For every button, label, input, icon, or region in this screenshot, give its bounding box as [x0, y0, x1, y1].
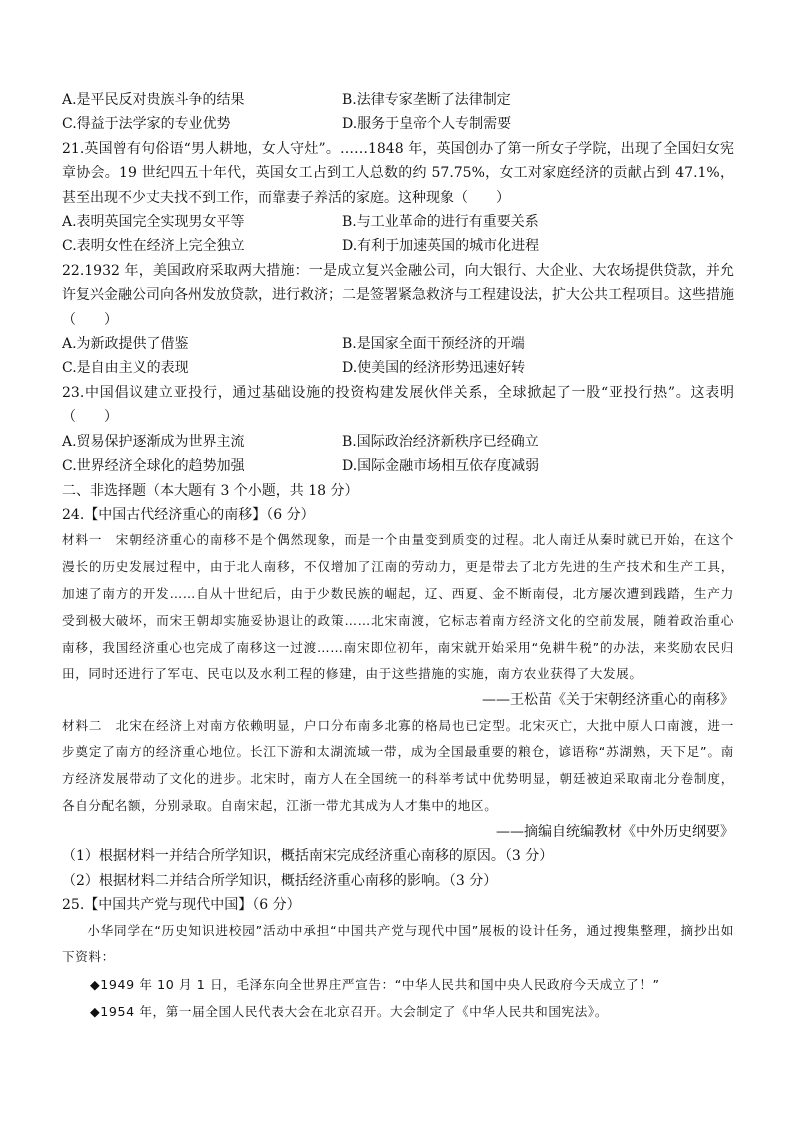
q22-stem: 22.1932 年，美国政府采取两大措施：一是成立复兴金融公司，向大银行、大企业、大农场提供贷款，并允许复兴金融公司向各州发放贷款，进行救济；二是签署紧急救济与工程建设法，扩大公共工程项目。这些措施（ ） — [62, 262, 734, 328]
q24-title: 24.【中国古代经济重心的南移】（6 分） — [62, 506, 315, 523]
q21-option-a[interactable]: A.表明英国完全实现男女平等 — [62, 214, 245, 231]
q22-option-c[interactable]: C.是自由主义的表现 — [62, 360, 189, 377]
q23-option-c[interactable]: C.世界经济全球化的趋势加强 — [62, 458, 245, 475]
q20-option-d[interactable]: D.服务于皇帝个人专制需要 — [342, 116, 512, 133]
q25-bullet-2: ◆1954 年，第一届全国人民代表大会在北京召开。大会制定了《中华人民共和国宪法》。 — [90, 1004, 609, 1020]
q24-material-2: 材料二 北宋在经济上对南方依赖明显，户口分布南多北寡的格局也已定型。北宋灭亡，大批中原人口南渡，进一步奠定了南方的经济重心地位。长江下游和太湖流域一带，成为全国最重要的粮仓，谚语称“苏湖熟，天下足”。南方经济发展带动了文化的进步。北宋时，南方人在全国统一的科举考试中优势明显，朝廷被迫采取南北分卷制度，各自分配名额，分别录取。自南宋起，江浙一带尤其成为人才集中的地区。 — [62, 717, 734, 814]
q23-option-a[interactable]: A.贸易保护逐渐成为世界主流 — [62, 433, 245, 450]
q24-subquestion-1: （1）根据材料一并结合所学知识，概括南宋完成经济重心南移的原因。（3 分） — [62, 848, 554, 865]
q25-bullet-1: ◆1949 年 10 月 1 日，毛泽东向全世界庄严宣告：“中华人民共和国中央人民政府今天成立了！” — [90, 977, 660, 993]
q25-title: 25.【中国共产党与现代中国】（6 分） — [62, 897, 301, 914]
q23-options-row1 — [62, 430, 734, 454]
q22-option-b[interactable]: B.是国家全面干预经济的开端 — [342, 336, 525, 353]
q23-options-row2 — [62, 454, 734, 478]
q20-option-c[interactable]: C.得益于法学家的专业优势 — [62, 116, 231, 133]
q25-intro: 小华同学在“历史知识进校园”活动中承担“中国共产党与现代中国”展板的设计任务，通过搜集整理，摘抄出如下资料： — [62, 922, 734, 965]
q21-option-b[interactable]: B.与工业革命的进行有重要关系 — [342, 214, 539, 231]
q21-options-row2 — [62, 234, 734, 258]
q21-options-row1 — [62, 210, 734, 234]
q22-options-row1 — [62, 332, 734, 356]
q20-options-row1 — [62, 88, 734, 112]
q24-material-1: 材料一 宋朝经济重心的南移不是个偶然现象，而是一个由量变到质变的过程。北人南迁从秦时就已开始，在这个漫长的历史发展过程中，由于北人南移，不仅增加了江南的劳动力，更是带去了北方先进的生产技术和生产工具，加速了南方的开发……自从十世纪后，由于少数民族的崛起，辽、西夏、金不断南侵，北方屡次遭到践踏，生产力受到极大破坏，而宋王朝却实施妥协退让的政策……北宋南渡，它标志着南方经济文化的空前发展，随着政治重心南移，我国经济重心也完成了南移这一过渡……南宋即位初年，南宋就开始采用“免耕牛税”的办法，来奖励农民归田，同时还进行了军屯、民屯以及水利工程的修建，由于这些措施的实施，南方农业获得了大发展。 — [62, 532, 734, 682]
q22-option-a[interactable]: A.为新政提供了借鉴 — [62, 336, 189, 353]
exam-page — [62, 88, 734, 1025]
q23-option-d[interactable]: D.国际金融市场相互依存度减弱 — [342, 458, 540, 475]
q21-stem: 21.英国曾有句俗语“男人耕地，女人守灶”。……1848 年，英国创办了第一所女子学院，出现了全国妇女宪章协会。19 世纪四五十年代，英国女工占到工人总数的约 57.75%，女工对家庭经济的贡献占到 47.1%，甚至出现不少丈夫找不到工作，而靠妻子养活的家庭。这种现象（ ） — [62, 140, 734, 206]
q23-stem: 23.中国倡议建立亚投行，通过基础设施的投资构建发展伙伴关系，全球掀起了一股“亚投行热”。这表明（ ） — [62, 384, 734, 426]
q24-material-2-source: ——摘编自统编教材《中外历史纲要》 — [496, 823, 734, 840]
q20-option-b[interactable]: B.法律专家垄断了法律制定 — [342, 92, 511, 108]
q23-option-b[interactable]: B.国际政治经济新秩序已经确立 — [342, 433, 539, 450]
q24-subquestion-2: （2）根据材料二并结合所学知识，概括经济重心南移的影响。（3 分） — [62, 872, 498, 889]
q20-option-a[interactable]: A.是平民反对贵族斗争的结果 — [62, 92, 245, 108]
q21-option-c[interactable]: C.表明女性在经济上完全独立 — [62, 238, 245, 255]
q24-material-1-source: ——王松苗《关于宋朝经济重心的南移》 — [482, 692, 734, 709]
q20-options-row2 — [62, 112, 734, 136]
q22-options-row2 — [62, 356, 734, 380]
section-2-heading: 二、非选择题（本大题有 3 个小题，共 18 分） — [62, 482, 359, 499]
q22-option-d[interactable]: D.使美国的经济形势迅速好转 — [342, 360, 526, 377]
q21-option-d[interactable]: D.有利于加速英国的城市化进程 — [342, 238, 540, 255]
